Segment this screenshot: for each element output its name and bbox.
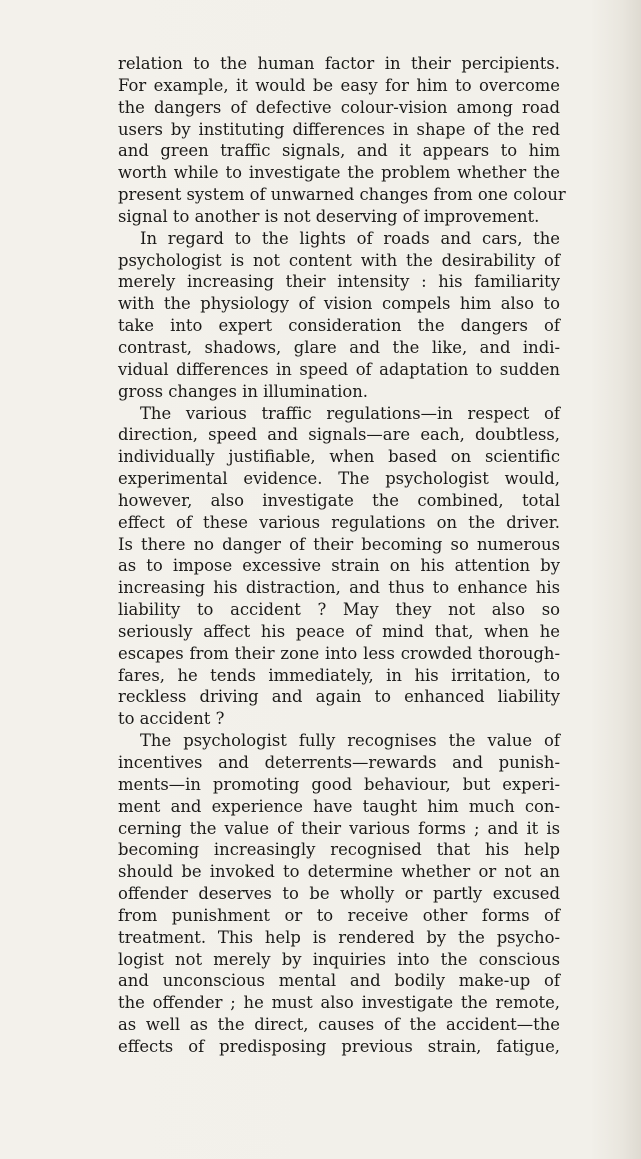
text-line: however, also investigate the combined, total: [118, 490, 560, 510]
text-line: liability to accident ? May they not also so: [118, 600, 560, 620]
text-line: incentives and deterrents—rewards and punish-: [118, 753, 560, 772]
text-line: escapes from their zone into less crowded thorough-: [118, 643, 560, 663]
text-line: contrast, shadows, glare and the like, and indi-: [118, 337, 560, 357]
text-line: For example, it would be easy for him to overcome: [118, 75, 560, 95]
text-line: offender deserves to be wholly or partly excused: [118, 884, 560, 904]
text-line: with the physiology of vision compels him also to: [118, 294, 560, 314]
paragraph: [118, 403, 560, 731]
text-line: psychologist is not content with the desirability of: [118, 250, 560, 270]
text-line: In regard to the lights of roads and cars, the: [140, 228, 560, 248]
text-line: Is there no danger of their becoming so numerous: [118, 534, 560, 554]
text-line: direction, speed and signals—are each, doubtless,: [118, 425, 560, 445]
text-line: experimental evidence. The psychologist would,: [118, 469, 560, 489]
text-line: individually justifiable, when based on scientific: [118, 447, 560, 467]
text-line: worth while to investigate the problem whether the: [118, 163, 560, 183]
text-line: The various traffic regulations—in respect of: [140, 403, 560, 423]
paragraph: [118, 730, 560, 1058]
text-line: gross changes in illumination.: [118, 381, 368, 401]
text-line: should be invoked to determine whether or not an: [118, 862, 560, 882]
text-line: and unconscious mental and bodily make-up of: [118, 971, 560, 991]
text-line: fares, he tends immediately, in his irritation, to: [118, 665, 560, 685]
text-line: ments—in promoting good behaviour, but experi-: [118, 774, 560, 794]
text-line: and green traffic signals, and it appears to him: [118, 141, 560, 161]
paragraph: [118, 53, 566, 228]
text-line: the dangers of defective colour-vision among road: [118, 97, 560, 117]
paragraph: [118, 228, 560, 403]
text-line: ment and experience have taught him much con-: [118, 796, 560, 816]
text-line: relation to the human factor in their percipients.: [118, 54, 560, 73]
text-line: from punishment or to receive other forms of: [118, 905, 560, 925]
text-line: reckless driving and again to enhanced liability: [118, 687, 560, 707]
text-line: the offender ; he must also investigate the remote,: [118, 993, 560, 1013]
text-line: seriously affect his peace of mind that, when he: [118, 621, 560, 641]
text-line: treatment. This help is rendered by the psycho-: [118, 927, 560, 947]
text-line: to accident ?: [118, 709, 225, 729]
text-line: The psychologist fully recognises the value of: [140, 731, 560, 751]
text-line: cerning the value of their various forms ; and it is: [118, 818, 560, 838]
text-line: as well as the direct, causes of the accident—the: [118, 1015, 560, 1035]
text-line: signal to another is not deserving of improvement.: [118, 206, 540, 226]
text-line: becoming increasingly recognised that his help: [118, 840, 560, 860]
text-line: as to impose excessive strain on his attention by: [118, 556, 560, 576]
text-line: take into expert consideration the dangers of: [118, 316, 560, 336]
text-line: vidual differences in speed of adaptation to sudden: [118, 359, 560, 379]
text-line: present system of unwarned changes from one colour: [118, 185, 566, 205]
text-line: users by instituting differences in shape of the red: [118, 119, 560, 139]
text-line: increasing his distraction, and thus to enhance his: [118, 578, 560, 598]
text-line: logist not merely by inquiries into the conscious: [118, 949, 560, 969]
text-line: effects of predisposing previous strain, fatigue,: [118, 1036, 560, 1056]
text-line: effect of these various regulations on the driver.: [118, 512, 560, 532]
body-text: [118, 53, 566, 1058]
text-line: merely increasing their intensity : his familiarity: [118, 272, 560, 292]
